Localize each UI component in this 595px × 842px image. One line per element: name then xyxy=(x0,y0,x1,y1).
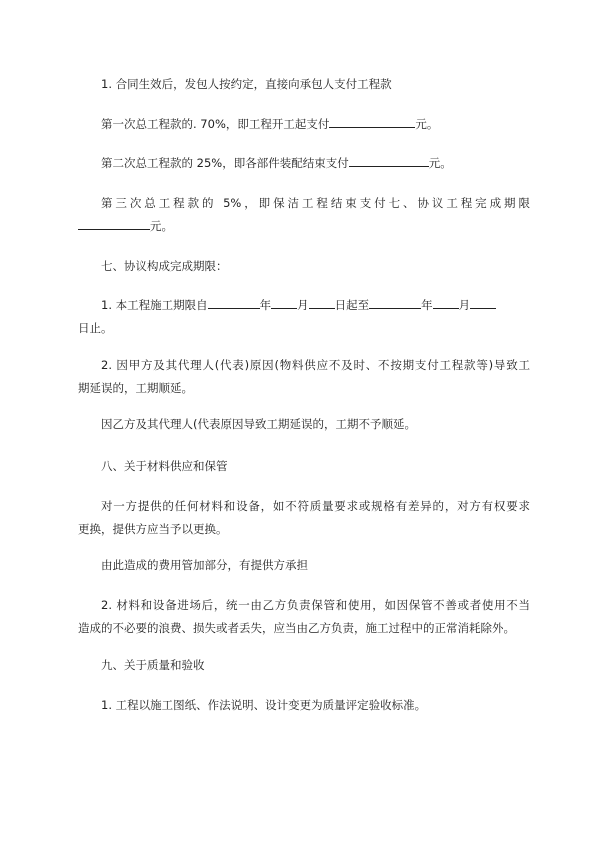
blank-field xyxy=(78,216,150,230)
clause-second-payment xyxy=(78,152,530,175)
text: 2. 因甲方及其代理人(代表)原因(物料供应不及时、不按期支付工程款等)导致工 xyxy=(101,358,530,372)
text: 七、协议构成完成期限： xyxy=(101,259,228,273)
clause-first-payment xyxy=(78,113,530,136)
clause-material-quality xyxy=(78,495,530,541)
text: 八、关于材料供应和保管 xyxy=(101,459,228,473)
section-heading-8 xyxy=(78,455,530,478)
blank-field xyxy=(208,295,260,309)
section-heading-7 xyxy=(78,255,530,278)
clause-quality-standard xyxy=(78,694,530,717)
text: 2. 材料和设备进场后，统一由乙方负责保管和使用，如因保管不善或者使用不当 xyxy=(101,598,530,612)
text: 月 xyxy=(458,298,471,312)
blank-field xyxy=(470,295,496,309)
text: 年 xyxy=(259,298,272,312)
text: 期延误的，工期顺延。 xyxy=(78,381,193,395)
text: 九、关于质量和验收 xyxy=(101,658,205,672)
clause-material-custody xyxy=(78,594,530,640)
blank-field xyxy=(369,295,421,309)
text: 更换，提供方应当予以更换。 xyxy=(78,522,228,536)
clause-construction-period xyxy=(78,294,530,340)
text: 元。 xyxy=(150,219,173,233)
text: 元。 xyxy=(428,156,452,170)
clause-third-payment xyxy=(78,192,530,238)
text: 因乙方及其代理人(代表原因导致工期延误的，工期不予顺延。 xyxy=(101,417,416,431)
blank-field xyxy=(329,114,415,128)
text: 月 xyxy=(297,298,309,312)
text: 第二次总工程款的 25%，即各部件装配结束支付 xyxy=(101,156,349,170)
text: 日止。 xyxy=(78,321,113,335)
text: 1. 工程以施工图纸、作法说明、设计变更为质量评定验收标准。 xyxy=(101,698,427,712)
text: 造成的不必要的浪费、损失或者丢失，应当由乙方负责，施工过程中的正常消耗除外。 xyxy=(78,621,515,635)
text: 元。 xyxy=(415,117,439,131)
clause-payment-intro xyxy=(78,73,530,96)
text: 对一方提供的任何材料和设备，如不符质量要求或规格有差异的，对方有权要求 xyxy=(101,499,530,513)
blank-field xyxy=(349,153,429,167)
clause-delay-party-b xyxy=(78,413,530,436)
text: 日起至 xyxy=(334,298,370,312)
clause-delay-party-a xyxy=(78,354,530,400)
text: 第三次总工程款的 5%，即保洁工程结束支付七、协议工程完成期限 xyxy=(101,196,530,210)
text: 1. 本工程施工期限自 xyxy=(101,298,208,312)
text: 由此造成的费用管加部分，有提供方承担 xyxy=(101,558,308,572)
text: 1. 合同生效后，发包人按约定，直接向承包人支付工程款 xyxy=(101,77,392,91)
section-heading-9 xyxy=(78,654,530,677)
blank-field xyxy=(309,295,335,309)
clause-extra-cost xyxy=(78,554,530,577)
text: 年 xyxy=(421,298,433,312)
text: 第一次总工程款的. 70%，即工程开工起支付 xyxy=(101,117,330,131)
blank-field xyxy=(271,295,297,309)
blank-field xyxy=(433,295,459,309)
